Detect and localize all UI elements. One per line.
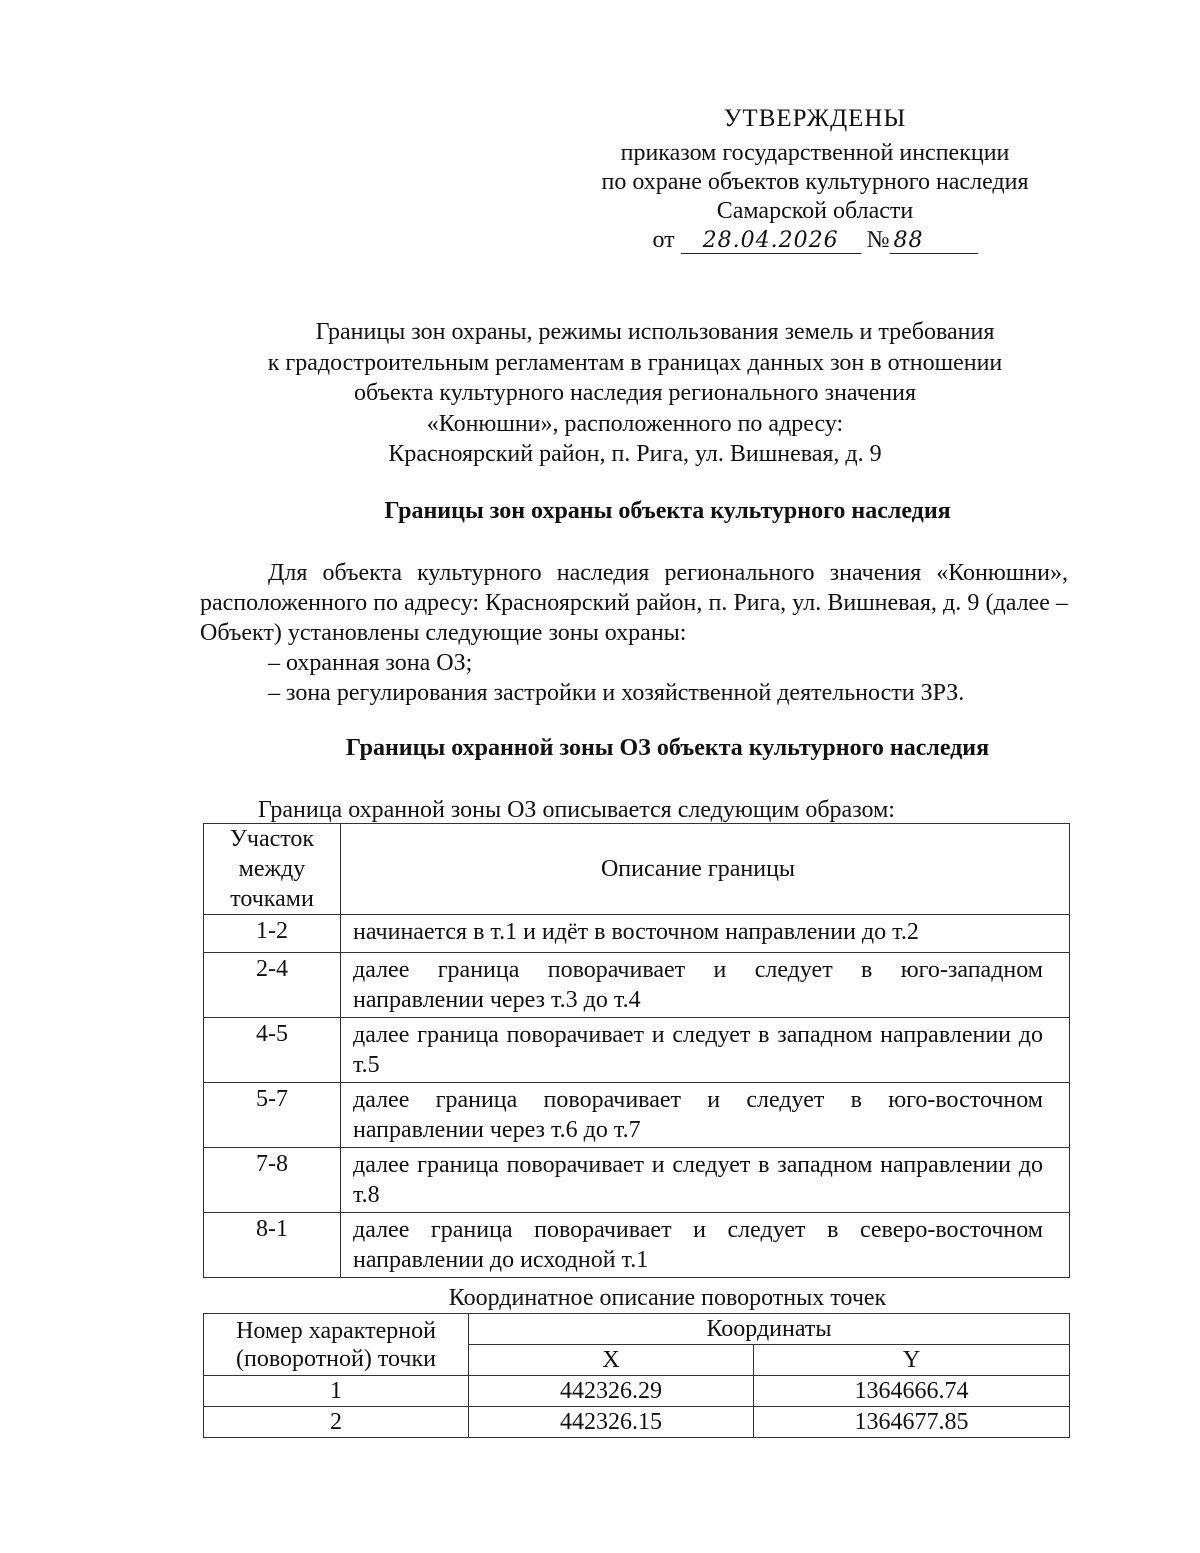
- segment-cell: 2-4: [204, 953, 341, 1018]
- zone-list-item: – зона регулирования застройки и хозяйственной деятельности ЗРЗ.: [268, 680, 965, 706]
- approval-line-2: по охране объектов культурного наследия: [601, 169, 1029, 195]
- segment-cell: 5-7: [204, 1083, 341, 1148]
- boundary-table: [203, 823, 1070, 1278]
- header-segment: Участок между точками: [204, 824, 341, 915]
- description-cell: далее граница поворачивает и следует в юго-западном направлении через т.3 до т.4: [341, 953, 1070, 1018]
- boundary-table-caption: Граница охранной зоны ОЗ описывается следующим образом:: [258, 797, 895, 823]
- description-cell: начинается в т.1 и идёт в восточном направлении до т.2: [341, 915, 1070, 953]
- description-cell: далее граница поворачивает и следует в западном направлении до т.8: [341, 1148, 1070, 1213]
- table-header-row: [204, 824, 1070, 915]
- point-cell: 1: [204, 1376, 469, 1407]
- x-cell: 442326.15: [469, 1407, 754, 1438]
- table-row: [204, 1018, 1070, 1083]
- coord-row: [204, 1407, 1070, 1438]
- approval-line-1: приказом государственной инспекции: [620, 140, 1010, 166]
- coordinates-table: [203, 1313, 1070, 1438]
- intro-text: [200, 558, 1068, 708]
- approval-heading: УТВЕРЖДЕНЫ: [723, 105, 907, 132]
- intro-paragraph: Для объекта культурного наследия регионального значения «Конюшни», расположенного по адресу: Красноярский район, п. Рига, ул. Вишневая, д. 9 (далее – Объект) установлены следующие зоны охраны:: [200, 560, 1068, 646]
- description-cell: далее граница поворачивает и следует в западном направлении до т.5: [341, 1018, 1070, 1083]
- segment-cell: 1-2: [204, 915, 341, 953]
- title-line: «Конюшни», расположенного по адресу:: [426, 410, 844, 437]
- section-heading-zones: Границы зон охраны объекта культурного наследия: [384, 498, 951, 524]
- header-y: Y: [754, 1345, 1070, 1376]
- number-prefix: №: [866, 227, 890, 253]
- title-line: к градостроительным регламентам в границах данных зон в отношении: [267, 349, 1003, 376]
- description-cell: далее граница поворачивает и следует в юго-восточном направлении через т.6 до т.7: [341, 1083, 1070, 1148]
- segment-cell: 4-5: [204, 1018, 341, 1083]
- segment-cell: 7-8: [204, 1148, 341, 1213]
- title-line: Границы зон охраны, режимы использования земель и требования: [315, 319, 995, 345]
- section-heading-oz: Границы охранной зоны ОЗ объекта культурного наследия: [345, 735, 990, 761]
- coordinates-caption: Координатное описание поворотных точек: [448, 1285, 887, 1311]
- table-row: [204, 1148, 1070, 1213]
- header-coordinates: Координаты: [469, 1314, 1070, 1345]
- zone-list-item: – охранная зона ОЗ;: [268, 650, 473, 676]
- title-line: Красноярский район, п. Рига, ул. Вишневая, д. 9: [388, 441, 882, 467]
- y-cell: 1364666.74: [754, 1376, 1070, 1407]
- table-row: [204, 953, 1070, 1018]
- document-title: [200, 317, 1070, 470]
- coord-row: [204, 1376, 1070, 1407]
- x-cell: 442326.29: [469, 1376, 754, 1407]
- title-line: объекта культурного наследия регионального значения: [353, 380, 917, 406]
- approval-line-3: Самарской области: [716, 198, 914, 224]
- approval-date-line: [560, 226, 1070, 255]
- order-date: 28.04.2026: [681, 229, 861, 254]
- header-x: X: [469, 1345, 754, 1376]
- table-row: [204, 1083, 1070, 1148]
- segment-cell: 8-1: [204, 1213, 341, 1278]
- table-row: [204, 1213, 1070, 1278]
- header-point-number: Номер характерной (поворотной) точки: [204, 1314, 469, 1376]
- header-description: Описание границы: [341, 824, 1070, 915]
- point-cell: 2: [204, 1407, 469, 1438]
- table-row: [204, 915, 1070, 953]
- y-cell: 1364677.85: [754, 1407, 1070, 1438]
- coord-header-row: [204, 1314, 1070, 1345]
- approval-block: [560, 104, 1070, 255]
- order-number: 88: [890, 229, 978, 254]
- date-prefix: от: [652, 227, 675, 253]
- description-cell: далее граница поворачивает и следует в северо-восточном направлении до исходной т.1: [341, 1213, 1070, 1278]
